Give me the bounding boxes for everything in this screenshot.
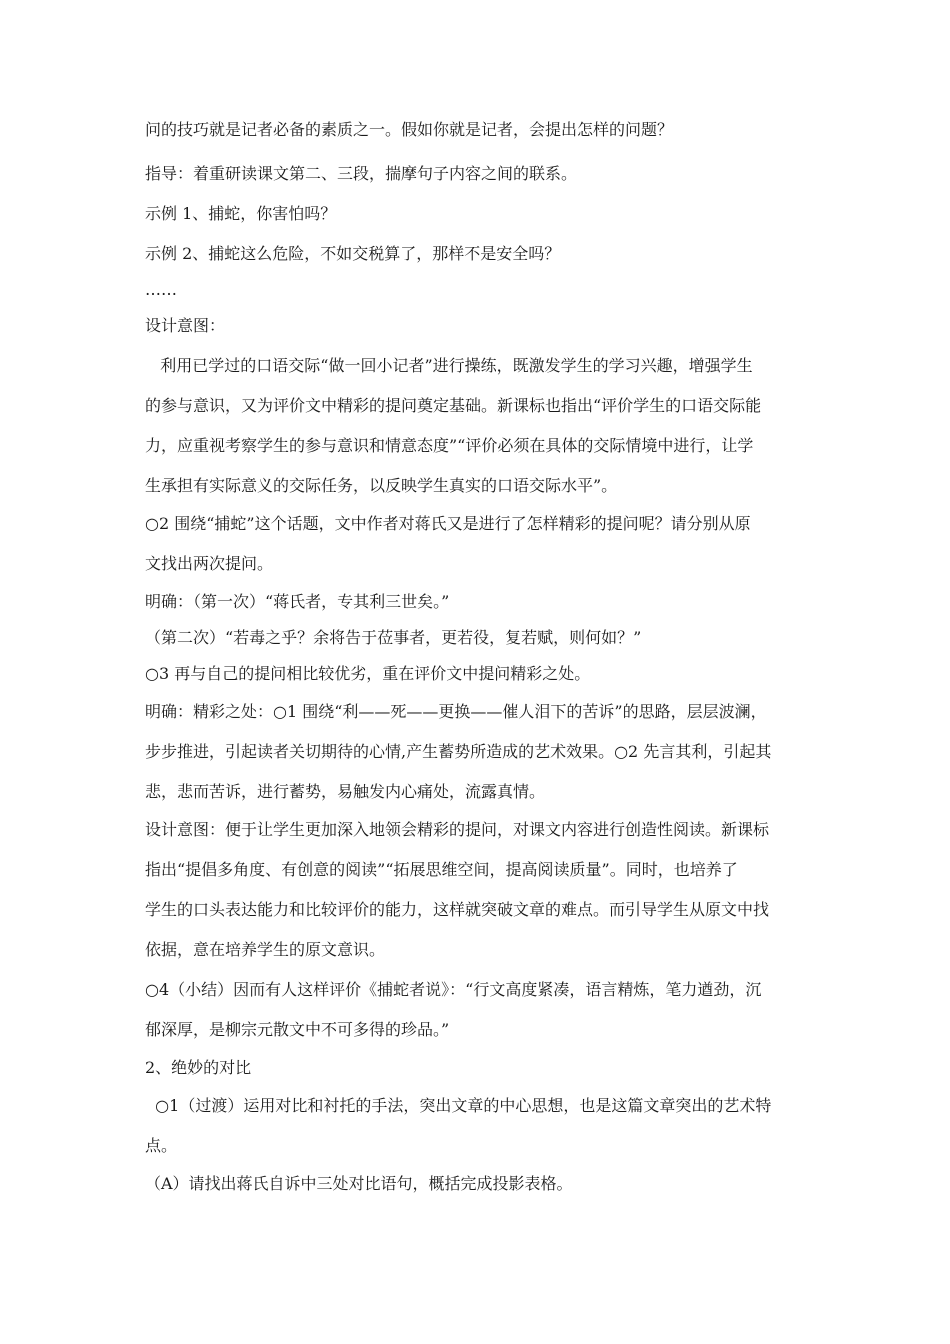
paragraph-line: 设计意图：便于让学生更加深入地领会精彩的提问，对课文内容进行创造性阅读。新课标 xyxy=(145,820,770,839)
paragraph-line: ○1（过渡）运用对比和衬托的手法，突出文章的中心思想，也是这篇文章突出的艺术特 xyxy=(145,1096,772,1115)
paragraph-line: 生承担有实际意义的交际任务，以反映学生真实的口语交际水平”。 xyxy=(145,476,618,495)
paragraph-line: （A）请找出蒋氏自诉中三处对比语句，概括完成投影表格。 xyxy=(145,1174,573,1193)
paragraph-line: 学生的口头表达能力和比较评价的能力，这样就突破文章的难点。而引导学生从原文中找 xyxy=(145,900,770,919)
paragraph-line: ○4（小结）因而有人这样评价《捕蛇者说》：“行文高度紧凑，语言精炼，笔力遒劲，沉 xyxy=(145,980,762,999)
paragraph-line: ○2 围绕“捕蛇”这个话题，文中作者对蒋氏又是进行了怎样精彩的提问呢？请分别从原 xyxy=(145,514,751,533)
paragraph-line: ○3 再与自己的提问相比较优劣，重在评价文中提问精彩之处。 xyxy=(145,664,591,683)
paragraph-line: 指导：着重研读课文第二、三段，揣摩句子内容之间的联系。 xyxy=(145,164,578,183)
paragraph-line: 的参与意识，又为评价文中精彩的提问奠定基础。新课标也指出“评价学生的口语交际能 xyxy=(145,396,762,415)
paragraph-line: 示例 1、捕蛇，你害怕吗？ xyxy=(145,204,337,223)
paragraph-line: 文找出两次提问。 xyxy=(145,554,274,573)
paragraph-line: 郁深厚，是柳宗元散文中不可多得的珍品。” xyxy=(145,1020,450,1039)
paragraph-line: 悲，悲而苦诉，进行蓄势，易触发内心痛处，流露真情。 xyxy=(145,782,546,801)
paragraph-line: 依据，意在培养学生的原文意识。 xyxy=(145,940,386,959)
paragraph-line: 明确：（第一次）“蒋氏者，专其利三世矣。” xyxy=(145,592,450,611)
section-heading: 2、绝妙的对比 xyxy=(145,1058,252,1077)
paragraph-line: 问的技巧就是记者必备的素质之一。假如你就是记者，会提出怎样的问题？ xyxy=(145,120,674,139)
paragraph-line: 示例 2、捕蛇这么危险，不如交税算了，那样不是安全吗？ xyxy=(145,244,561,263)
paragraph-line: …… xyxy=(145,280,177,299)
paragraph-line: 指出“提倡多角度、有创意的阅读”“拓展思维空间，提高阅读质量”。同时，也培养了 xyxy=(145,860,738,879)
paragraph-line: 设计意图： xyxy=(145,316,226,335)
paragraph-line: 明确：精彩之处：○1 围绕“利——死——更换——催人泪下的苦诉”的思路，层层波澜， xyxy=(145,702,767,721)
paragraph-line: 力，应重视考察学生的参与意识和情意态度”“评价必须在具体的交际情境中进行，让学 xyxy=(145,436,754,455)
paragraph-line: 利用已学过的口语交际“做一回小记者”进行操练，既激发学生的学习兴趣，增强学生 xyxy=(145,356,753,375)
paragraph-line: 步步推进，引起读者关切期待的心情,产生蓄势所造成的艺术效果。○2 先言其利，引起其 xyxy=(145,742,772,761)
paragraph-line: 点。 xyxy=(145,1136,178,1155)
paragraph-line: （第二次）“若毒之乎？余将告于莅事者，更若役，复若赋，则何如？” xyxy=(145,628,642,647)
